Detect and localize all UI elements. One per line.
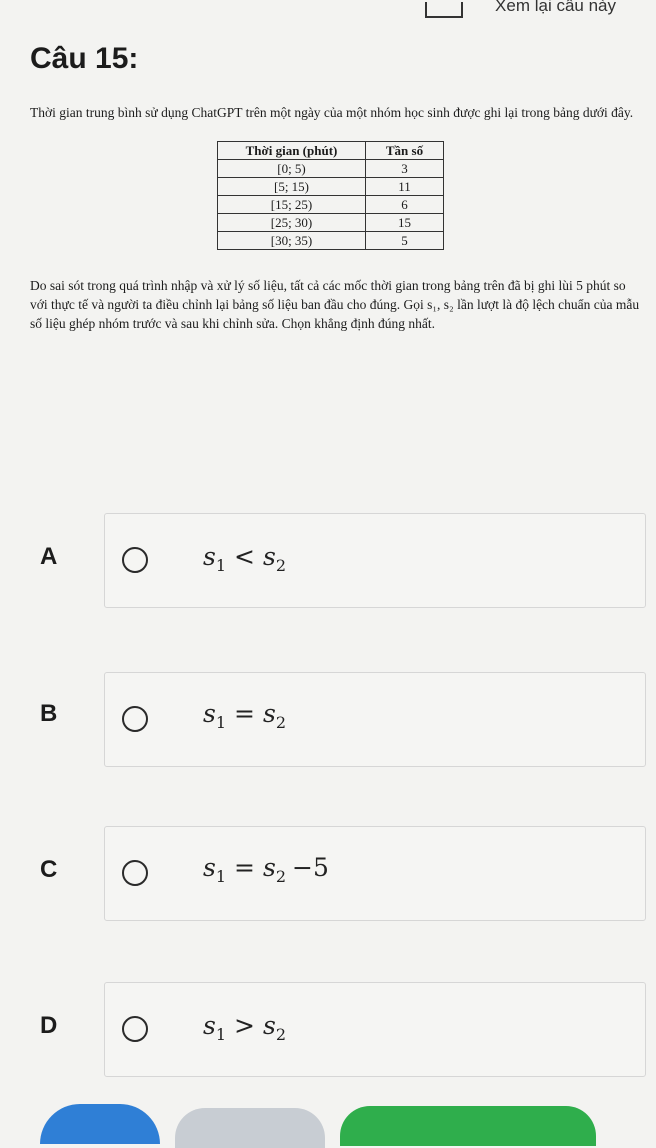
option-formula [203, 853, 329, 886]
formula-lhs-sub: 1 [215, 1025, 227, 1044]
option-a[interactable] [0, 513, 656, 613]
nav-button-green[interactable] [340, 1106, 596, 1146]
table-cell: [30; 35) [218, 232, 366, 250]
formula-lhs: s [203, 1011, 216, 1040]
option-formula [203, 1011, 286, 1044]
formula-rhs: s [262, 542, 276, 571]
option-letter: C [40, 856, 58, 883]
formula-rhs-sub: 2 [275, 867, 287, 886]
table-cell: 5 [366, 232, 444, 250]
formula-lhs-sub: 1 [215, 713, 227, 732]
formula-rhs: s [262, 699, 276, 728]
formula-operator: > [234, 1011, 255, 1040]
formula-lhs-sub: 1 [215, 556, 227, 575]
table-row [218, 232, 444, 250]
table-row [218, 178, 444, 196]
radio-circle-icon[interactable] [122, 547, 148, 573]
table-row [218, 160, 444, 178]
table-cell: 15 [366, 214, 444, 232]
radio-circle-icon[interactable] [122, 1016, 148, 1042]
radio-circle-icon[interactable] [122, 860, 148, 886]
formula-operator: = [234, 853, 255, 882]
radio-circle-icon[interactable] [122, 706, 148, 732]
review-checkbox[interactable] [425, 2, 463, 18]
formula-rhs-sub: 2 [275, 713, 287, 732]
formula-rhs-sub: 2 [275, 556, 287, 575]
option-formula [203, 699, 286, 732]
option-box[interactable] [104, 982, 646, 1077]
option-box[interactable] [104, 672, 646, 767]
nav-button-gray[interactable] [175, 1108, 325, 1148]
table-cell: [15; 25) [218, 196, 366, 214]
table-cell: [0; 5) [218, 160, 366, 178]
table-cell: 3 [366, 160, 444, 178]
option-letter: B [40, 700, 58, 727]
formula-lhs: s [203, 542, 216, 571]
question-title: Câu 15: [30, 42, 139, 75]
option-b[interactable] [0, 672, 656, 772]
table-header-cell: Thời gian (phút) [218, 142, 366, 160]
formula-rhs: s [262, 853, 276, 882]
option-d[interactable] [0, 982, 656, 1082]
review-label[interactable]: Xem lại câu này [495, 0, 616, 15]
formula-operator: < [234, 542, 255, 571]
option-formula [203, 542, 286, 575]
table-cell: [25; 30) [218, 214, 366, 232]
question-body: Do sai sót trong quá trình nhập và xử lý số liệu, tất cả các mốc thời gian trong bảng trên đã bị ghi lùi 5 phút so với thực tế và người ta điều chỉnh lại bảng số liệu ban đầu cho đúng. Gọi s₁, s₂ lần lượt là độ lệch chuẩn của mẫu số liệu ghép nhóm trước và sau khi chỉnh sửa. Chọn khẳng định đúng nhất. [30, 278, 640, 331]
option-c[interactable] [0, 826, 656, 926]
option-letter: A [40, 543, 58, 570]
table-header-cell: Tần số [366, 142, 444, 160]
option-letter: D [40, 1012, 58, 1039]
frequency-table [217, 141, 444, 250]
table-cell: 6 [366, 196, 444, 214]
formula-tail: −5 [292, 853, 329, 882]
formula-operator: = [234, 699, 255, 728]
table-cell: 11 [366, 178, 444, 196]
table-row [218, 214, 444, 232]
formula-rhs: s [262, 1011, 276, 1040]
formula-lhs: s [203, 853, 216, 882]
question-intro: Thời gian trung bình sử dụng ChatGPT trên một ngày của một nhóm học sinh được ghi lại trong bảng dưới đây. [30, 105, 634, 120]
table-cell: [5; 15) [218, 178, 366, 196]
formula-rhs-sub: 2 [275, 1025, 287, 1044]
formula-lhs-sub: 1 [215, 867, 227, 886]
formula-lhs: s [203, 699, 216, 728]
table-row [218, 196, 444, 214]
option-box[interactable] [104, 513, 646, 608]
review-bar[interactable] [425, 0, 616, 20]
nav-button-blue[interactable] [40, 1104, 160, 1144]
table-header-row [218, 142, 444, 160]
option-box[interactable] [104, 826, 646, 921]
